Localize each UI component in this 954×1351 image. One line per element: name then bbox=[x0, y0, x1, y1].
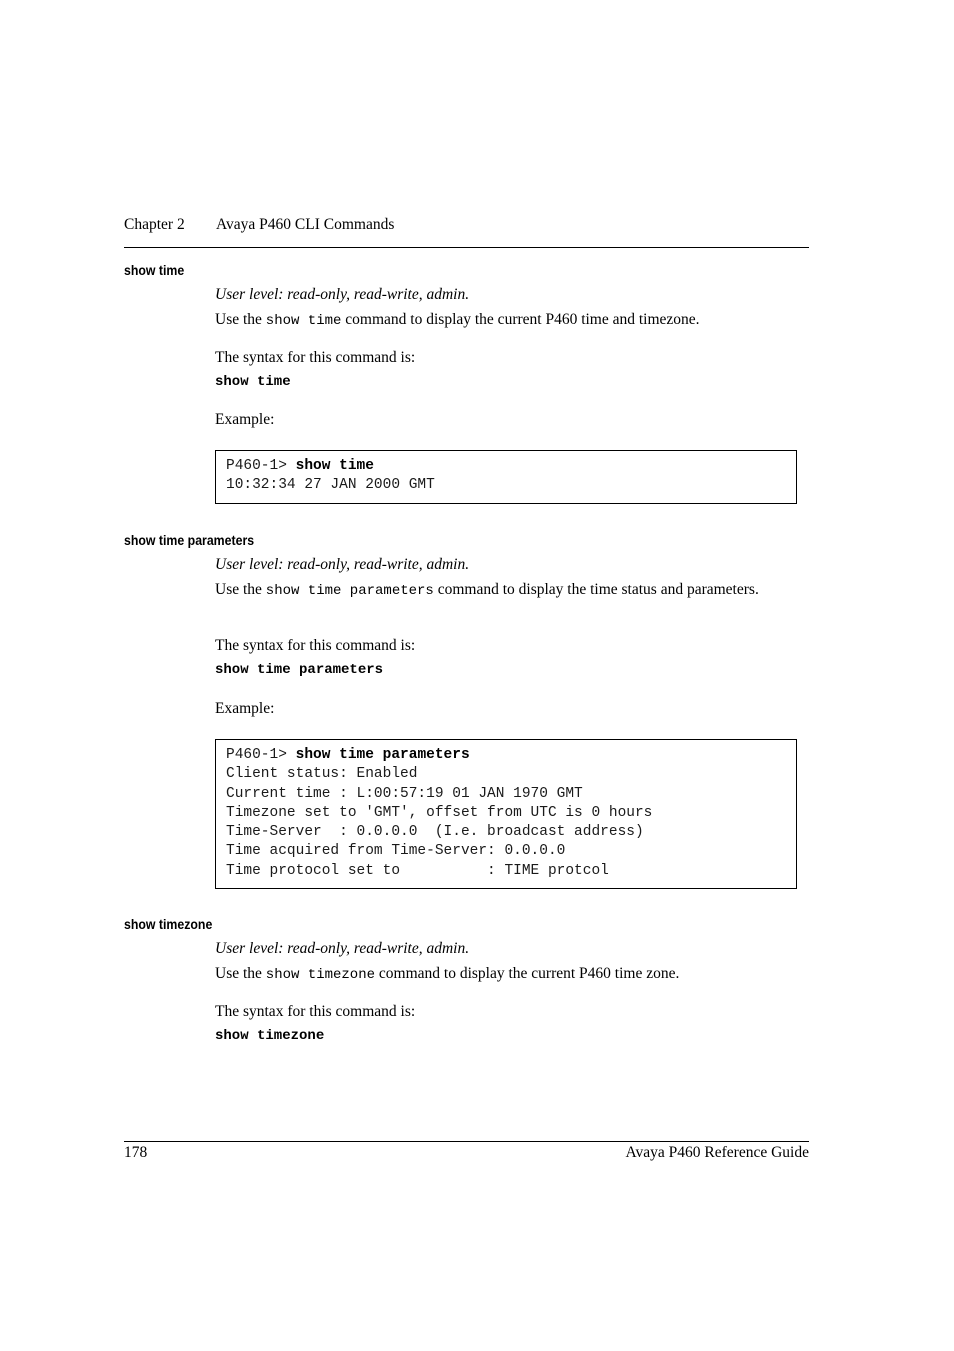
code-output-line: 10:32:34 27 JAN 2000 GMT bbox=[226, 477, 435, 494]
section-title-show-time-parameters: show time parameters bbox=[124, 532, 255, 548]
syntax-command: show time bbox=[215, 374, 291, 390]
section-title-show-timezone: show timezone bbox=[124, 916, 213, 932]
code-output-line: Time acquired from Time-Server: 0.0.0.0 bbox=[226, 843, 566, 860]
description-text: Use the show time parameters command to display the time status and parameters. bbox=[215, 581, 759, 599]
header-rule bbox=[124, 247, 809, 248]
code-output-line: Timezone set to 'GMT', offset from UTC is 0 hours bbox=[226, 804, 653, 821]
code-output-line: Time-Server : 0.0.0.0 (I.e. broadcast address) bbox=[226, 824, 644, 841]
inline-command: show timezone bbox=[265, 967, 376, 983]
syntax-label: The syntax for this command is: bbox=[215, 349, 416, 366]
example-code-box bbox=[215, 450, 797, 504]
chapter-title: Avaya P460 CLI Commands bbox=[216, 216, 395, 233]
syntax-label: The syntax for this command is: bbox=[215, 637, 416, 654]
syntax-command: show time parameters bbox=[215, 662, 384, 678]
inline-command: show time bbox=[265, 313, 342, 329]
user-level-text: User level: read-only, read-write, admin. bbox=[215, 556, 470, 573]
page-number: 178 bbox=[124, 1144, 148, 1161]
description-text: Use the show timezone command to display the current P460 time zone. bbox=[215, 965, 680, 983]
inline-command: show time parameters bbox=[265, 583, 434, 599]
example-label: Example: bbox=[215, 411, 275, 428]
description-text: Use the show time command to display the current P460 time and timezone. bbox=[215, 311, 700, 329]
syntax-command: show timezone bbox=[215, 1028, 325, 1044]
user-level-text: User level: read-only, read-write, admin. bbox=[215, 940, 470, 957]
code-output-line: Client status: Enabled bbox=[226, 766, 418, 783]
footer-guide-title: Avaya P460 Reference Guide bbox=[625, 1144, 809, 1161]
example-label: Example: bbox=[215, 700, 275, 717]
footer-rule bbox=[124, 1141, 809, 1142]
code-output-line: Current time : L:00:57:19 01 JAN 1970 GMT bbox=[226, 785, 583, 802]
chapter-label: Chapter 2 bbox=[124, 216, 185, 233]
code-command-line: P460-1> show time bbox=[226, 458, 374, 474]
example-code-box bbox=[215, 739, 797, 889]
syntax-label: The syntax for this command is: bbox=[215, 1003, 416, 1020]
user-level-text: User level: read-only, read-write, admin. bbox=[215, 286, 470, 303]
code-command-line: P460-1> show time parameters bbox=[226, 747, 470, 763]
section-title-show-time: show time bbox=[124, 262, 185, 278]
code-output-line: Time protocol set to : TIME protcol bbox=[226, 862, 609, 879]
